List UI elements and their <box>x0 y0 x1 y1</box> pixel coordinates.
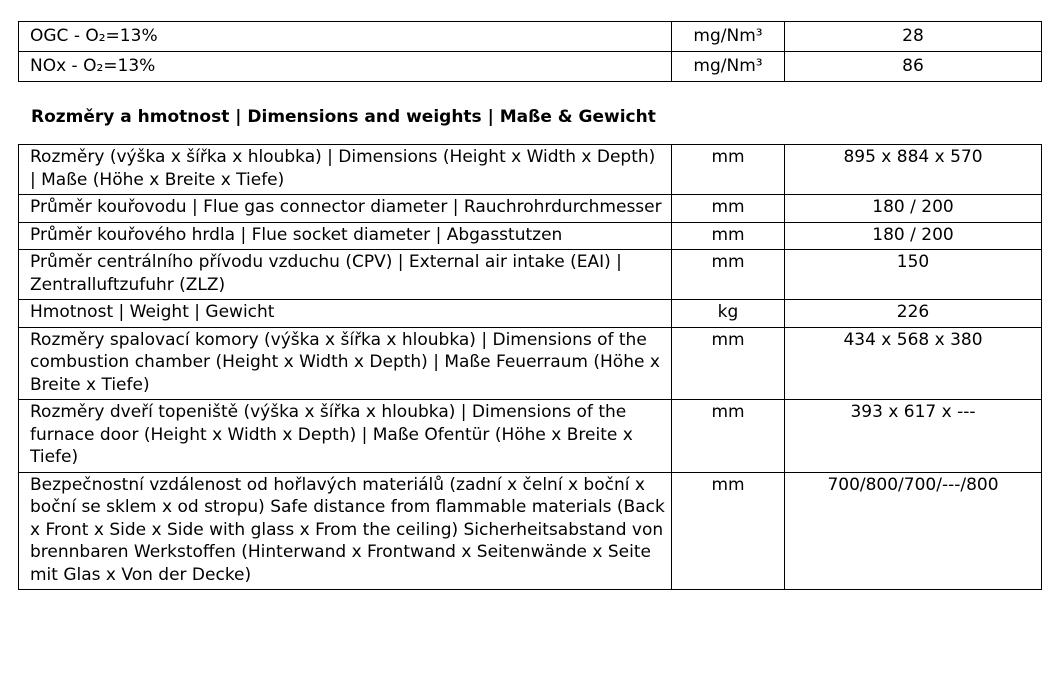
table-row <box>19 400 1042 473</box>
table-row <box>19 52 1042 82</box>
unit-cell: mm <box>672 400 785 473</box>
parameter-cell: Průměr centrálního přívodu vzduchu (CPV) | External air intake (EAI) | Zentralluftzufuhr (ZLZ) <box>19 250 672 300</box>
parameter-cell: Průměr kouřovodu | Flue gas connector diameter | Rauchrohrdurchmesser <box>19 195 672 223</box>
value-cell: 393 x 617 x --- <box>785 400 1042 473</box>
parameter-cell: Hmotnost | Weight | Gewicht <box>19 300 672 328</box>
unit-cell: mm <box>672 472 785 590</box>
value-cell: 86 <box>785 52 1042 82</box>
parameter-cell: Rozměry dveří topeniště (výška x šířka x hloubka) | Dimensions of the furnace door (Height x Width x Depth) | Maße Ofentür (Höhe x Breite x Tiefe) <box>19 400 672 473</box>
unit-cell: mm <box>672 327 785 400</box>
unit-cell: mm <box>672 145 785 195</box>
table-row <box>19 250 1042 300</box>
parameter-cell: NOx - O₂=13% <box>19 52 672 82</box>
table-row <box>19 327 1042 400</box>
value-cell: 226 <box>785 300 1042 328</box>
table-row <box>19 195 1042 223</box>
unit-cell: mm <box>672 195 785 223</box>
parameter-cell: OGC - O₂=13% <box>19 22 672 52</box>
table-row <box>19 145 1042 195</box>
value-cell: 28 <box>785 22 1042 52</box>
table-row <box>19 222 1042 250</box>
table-row <box>19 300 1042 328</box>
dimensions-table <box>18 144 1042 590</box>
table-row <box>19 472 1042 590</box>
table-row <box>19 22 1042 52</box>
unit-cell: kg <box>672 300 785 328</box>
value-cell: 434 x 568 x 380 <box>785 327 1042 400</box>
parameter-cell: Rozměry spalovací komory (výška x šířka x hloubka) | Dimensions of the combustion chamber (Height x Width x Depth) | Maße Feuerraum (Höhe x Breite x Tiefe) <box>19 327 672 400</box>
parameter-cell: Průměr kouřového hrdla | Flue socket diameter | Abgasstutzen <box>19 222 672 250</box>
value-cell: 895 x 884 x 570 <box>785 145 1042 195</box>
value-cell: 180 / 200 <box>785 222 1042 250</box>
unit-cell: mg/Nm³ <box>672 22 785 52</box>
unit-cell: mm <box>672 250 785 300</box>
unit-cell: mm <box>672 222 785 250</box>
value-cell: 180 / 200 <box>785 195 1042 223</box>
unit-cell: mg/Nm³ <box>672 52 785 82</box>
value-cell: 700/800/700/---/800 <box>785 472 1042 590</box>
emissions-table <box>18 21 1042 82</box>
parameter-cell: Rozměry (výška x šířka x hloubka) | Dimensions (Height x Width x Depth) | Maße (Höhe x Breite x Tiefe) <box>19 145 672 195</box>
value-cell: 150 <box>785 250 1042 300</box>
parameter-cell: Bezpečnostní vzdálenost od hořlavých materiálů (zadní x čelní x boční x boční se sklem x od stropu) Safe distance from flammable materials (Back x Front x Side x Side with glass x From the ceiling) Sicherheitsabstand von brennbaren Werkstoffen (Hinterwand x Frontwand x Seitenwände x Seite mit Glas x Von der Decke) <box>19 472 672 590</box>
section-heading: Rozměry a hmotnost | Dimensions and weights | Maße & Gewicht <box>31 107 656 127</box>
